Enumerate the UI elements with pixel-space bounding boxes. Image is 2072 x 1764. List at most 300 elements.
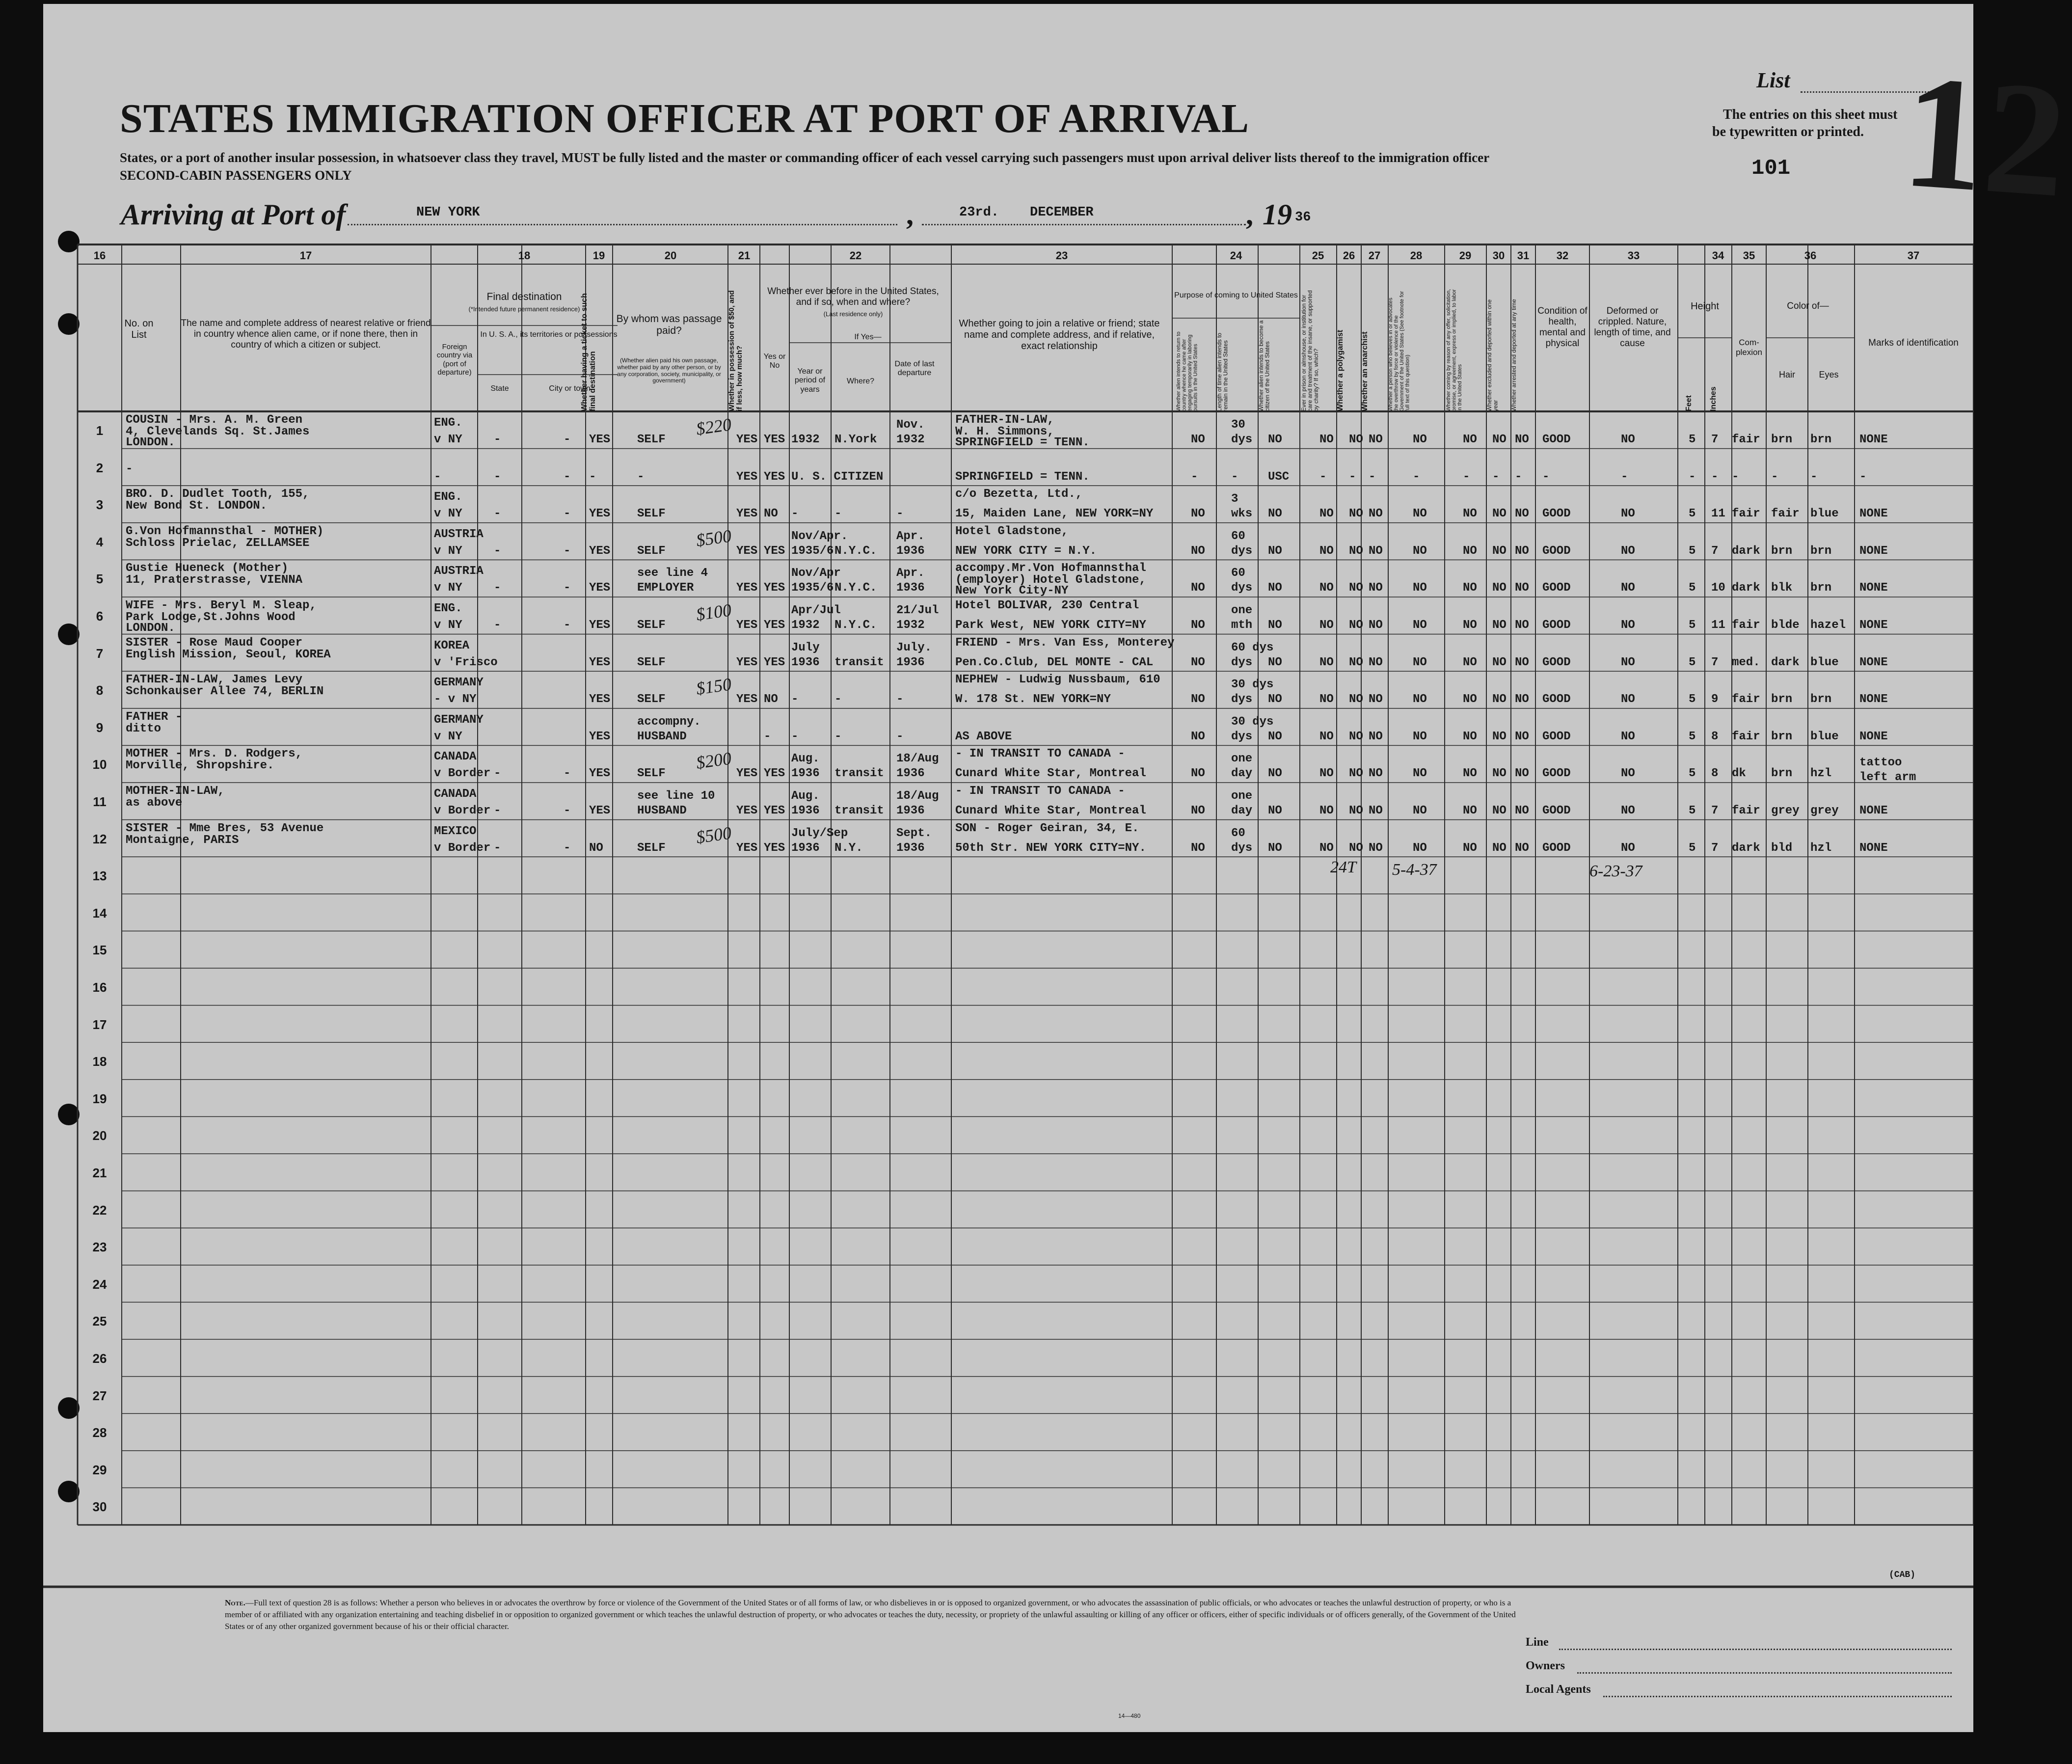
departure-year: 1936 bbox=[896, 655, 925, 669]
year-period: 1936 bbox=[791, 767, 820, 781]
year-period: July bbox=[791, 641, 820, 654]
anarchist-value: - bbox=[1369, 470, 1376, 484]
height-inches: 7 bbox=[1711, 655, 1719, 669]
column-number: 37 bbox=[1907, 249, 1920, 262]
header-purpose-return: Whether alien intends to return to country whence he came after engaging temporarily in laboring pursuits in the United States bbox=[1176, 331, 1199, 411]
destination-city: - bbox=[564, 433, 571, 446]
purpose-length: 60 bbox=[1231, 826, 1245, 840]
destination-city: - bbox=[564, 544, 571, 558]
column-number: 19 bbox=[592, 249, 605, 262]
complexion-value: dark bbox=[1732, 841, 1760, 855]
header-joining: Whether going to join a relative or friend; state name and complete address, and if relative, exact relationship bbox=[959, 318, 1160, 352]
column-number: 18 bbox=[518, 249, 531, 262]
year-period: Aug. bbox=[791, 789, 820, 803]
row-number: 24 bbox=[92, 1276, 107, 1292]
foreign-country: ENG. bbox=[434, 416, 462, 430]
list-label: List bbox=[1756, 68, 1790, 92]
passage-paid-by: accompny. bbox=[637, 715, 701, 729]
purpose-citizen: NO bbox=[1268, 507, 1282, 521]
relative-address: Montaigne, PARIS bbox=[126, 833, 239, 847]
header-passage-paid: By whom was passage paid? bbox=[616, 313, 722, 337]
row-number: 26 bbox=[92, 1351, 107, 1366]
row-number: 2 bbox=[96, 460, 104, 475]
purpose-length-unit: dys bbox=[1231, 730, 1253, 743]
passage-paid-by-2: HUSBAND bbox=[637, 804, 687, 817]
line-label: Line bbox=[1526, 1636, 1549, 1649]
column-number: 23 bbox=[1055, 249, 1068, 262]
height-inches: 7 bbox=[1711, 804, 1719, 817]
q30-value: NO bbox=[1492, 767, 1507, 781]
passage-paid-by: SELF bbox=[637, 544, 666, 558]
prison-value: NO bbox=[1319, 619, 1334, 632]
departure-date: 18/Aug bbox=[896, 752, 939, 766]
relative-name: MOTHER-IN-LAW, bbox=[126, 785, 225, 798]
money-yes-no: YES bbox=[736, 693, 758, 706]
port-of-departure: v NY bbox=[434, 730, 462, 743]
year-period: 1936 bbox=[791, 655, 820, 669]
prison-value: NO bbox=[1319, 767, 1334, 781]
relative-address: Schloss Prielac, ZELLAMSEE bbox=[126, 536, 310, 550]
row-number: 9 bbox=[96, 720, 104, 735]
purpose-return: NO bbox=[1191, 619, 1205, 632]
q30-value: NO bbox=[1492, 544, 1507, 558]
height-inches: 7 bbox=[1711, 544, 1719, 558]
purpose-length: 60 bbox=[1231, 567, 1245, 580]
purpose-return: NO bbox=[1191, 655, 1205, 669]
prison-value: NO bbox=[1319, 655, 1334, 669]
purpose-length-unit: dys bbox=[1231, 433, 1253, 446]
column-number: 21 bbox=[738, 249, 751, 262]
height-inches: 8 bbox=[1711, 730, 1719, 743]
joining-relative: - IN TRANSIT TO CANADA - bbox=[955, 785, 1125, 798]
relative-address: - bbox=[126, 462, 133, 476]
where-value: N.Y. bbox=[834, 841, 863, 855]
joining-address: 15, Maiden Lane, NEW YORK=NY bbox=[955, 507, 1154, 521]
money-yes-no: YES bbox=[736, 507, 758, 521]
column-number: 26 bbox=[1343, 249, 1355, 262]
purpose-length: 30 dys bbox=[1231, 715, 1274, 729]
hair-value: brn bbox=[1771, 693, 1793, 706]
relative-address: 11, Praterstrasse, VIENNA bbox=[126, 573, 303, 587]
height-feet: 5 bbox=[1689, 730, 1696, 743]
height-feet: 5 bbox=[1689, 693, 1696, 706]
ticket-value: YES bbox=[589, 693, 611, 706]
departure-year: 1936 bbox=[896, 581, 925, 595]
column-number: 31 bbox=[1517, 249, 1530, 262]
purpose-citizen: NO bbox=[1268, 804, 1282, 817]
destination-state: - bbox=[494, 767, 501, 781]
polygamist-value: NO bbox=[1349, 619, 1363, 632]
foreign-country: ENG. bbox=[434, 490, 462, 504]
purpose-length: 60 bbox=[1231, 529, 1245, 543]
joining-address: NEW YORK CITY = N.Y. bbox=[955, 544, 1097, 558]
q29-value: NO bbox=[1463, 507, 1477, 521]
anarchist-value: NO bbox=[1369, 804, 1383, 817]
header-hair: Hair bbox=[1778, 370, 1795, 380]
instruction-text: States, or a port of another insular possession, in whatsoever class they travel, MUST be fully listed and the master or commanding officer of each vessel carrying such passengers must upon arrival deliver lists thereof to the immigration officer bbox=[120, 150, 1490, 165]
port-of-departure: v Border bbox=[434, 767, 491, 781]
money-value: $150 bbox=[695, 674, 733, 699]
header-final-destination: Final destination bbox=[486, 291, 562, 302]
joining-address: W. H. Simmons, bbox=[955, 425, 1054, 438]
port-of-departure: v NY bbox=[434, 433, 462, 446]
money-yes-no: YES bbox=[736, 655, 758, 669]
eyes-value: - bbox=[1810, 470, 1818, 484]
destination-city: - bbox=[564, 619, 571, 632]
relative-name: Gustie Hueneck (Mother) bbox=[126, 562, 289, 575]
port-of-departure: v Border bbox=[434, 804, 491, 817]
complexion-value: med. bbox=[1732, 655, 1760, 669]
money-yes-no: YES bbox=[736, 433, 758, 446]
relative-name: G.Von Hofmannsthal - MOTHER) bbox=[126, 524, 324, 538]
marks-value: NONE bbox=[1859, 841, 1888, 855]
q31-value: NO bbox=[1515, 730, 1529, 743]
foreign-country: CANADA bbox=[434, 750, 477, 764]
height-inches: 7 bbox=[1711, 841, 1719, 855]
q29-value: NO bbox=[1463, 730, 1477, 743]
prison-value: NO bbox=[1319, 804, 1334, 817]
before-us-yes-no: YES bbox=[764, 841, 785, 855]
row-number: 17 bbox=[92, 1017, 107, 1032]
q29-value: NO bbox=[1463, 544, 1477, 558]
before-us-yes-no: YES bbox=[764, 470, 785, 484]
joining-address-2: SPRINGFIELD = TENN. bbox=[955, 436, 1090, 449]
row-number: 14 bbox=[92, 905, 107, 921]
row-number: 29 bbox=[92, 1462, 107, 1477]
purpose-citizen: NO bbox=[1268, 730, 1282, 743]
height-feet: 5 bbox=[1689, 544, 1696, 558]
prison-value: NO bbox=[1319, 433, 1334, 446]
eyes-value: hazel bbox=[1810, 619, 1846, 632]
joining-relative: Hotel BOLIVAR, 230 Central bbox=[955, 599, 1139, 612]
q30-value: NO bbox=[1492, 841, 1507, 855]
purpose-length: 60 dys bbox=[1231, 641, 1274, 654]
cab-mark: (CAB) bbox=[1889, 1570, 1916, 1580]
q30-value: NO bbox=[1492, 693, 1507, 706]
purpose-return: NO bbox=[1191, 804, 1205, 817]
purpose-citizen: NO bbox=[1268, 581, 1282, 595]
q29-value: NO bbox=[1463, 693, 1477, 706]
marks-value: NONE bbox=[1859, 619, 1888, 632]
header-yes-no: Yes or No bbox=[763, 353, 786, 370]
header-before-us-note: (Last residence only) bbox=[823, 310, 883, 318]
polygamist-value: NO bbox=[1349, 581, 1363, 595]
health-value: GOOD bbox=[1542, 581, 1571, 595]
passage-paid-by: SELF bbox=[637, 693, 666, 706]
hair-value: blk bbox=[1771, 581, 1793, 595]
health-value: - bbox=[1542, 470, 1550, 484]
q28-value: NO bbox=[1413, 544, 1427, 558]
line-field bbox=[1559, 1649, 1952, 1650]
anarchist-value: NO bbox=[1369, 767, 1383, 781]
polygamist-value: NO bbox=[1349, 693, 1363, 706]
where-value: transit bbox=[834, 767, 884, 781]
eyes-value: blue bbox=[1810, 730, 1839, 743]
hair-value: brn bbox=[1771, 767, 1793, 781]
row-number: 25 bbox=[92, 1314, 107, 1329]
height-feet: 5 bbox=[1689, 433, 1696, 446]
q29-value: NO bbox=[1463, 619, 1477, 632]
comma: , bbox=[1246, 198, 1253, 231]
purpose-length-unit: dys bbox=[1231, 693, 1253, 706]
joining-address: Cunard White Star, Montreal bbox=[955, 767, 1146, 781]
joining-relative: c/o Bezetta, Ltd., bbox=[955, 488, 1083, 501]
annotation-date: 6-23-37 bbox=[1589, 862, 1642, 880]
year-period: 1932 bbox=[791, 433, 820, 446]
footnote-text: —Full text of question 28 is as follows: Whether a person who believes in or advocates the overthrow by force or violence of the Government of the United States or of all forms of law, or who disbelieves in or is opposed to organized government, or who advocates the assassination of public officials, or who advocates or teaches the unlawful destruction of property, or who is a member of or affiliated with any organization entertaining and teaching disbelief in or opposition to organized government or which teaches the unlawful destruction of property, or who advocates or teaches the duty, necessity, or propriety of the unlawful assaulting or killing of any officer or officers, either of specific individuals or of officers generally, of the Government of the United States or of any other organized government because of his or their official character. bbox=[225, 1598, 1516, 1631]
polygamist-value: NO bbox=[1349, 433, 1363, 446]
before-us-yes-no: - bbox=[764, 730, 771, 743]
hair-value: dark bbox=[1771, 655, 1800, 669]
polygamist-value: NO bbox=[1349, 767, 1363, 781]
agents-field bbox=[1603, 1696, 1952, 1697]
row-number: 11 bbox=[93, 794, 107, 809]
joining-address: (employer) Hotel Gladstone, bbox=[955, 573, 1146, 587]
marks-value: NONE bbox=[1859, 730, 1888, 743]
destination-state: - bbox=[494, 619, 501, 632]
health-value: GOOD bbox=[1542, 544, 1571, 558]
money-value: $200 bbox=[695, 748, 733, 773]
q30-value: NO bbox=[1492, 581, 1507, 595]
header-purpose-length: Length of time alien intends to remain in the United States bbox=[1216, 332, 1229, 411]
q28-value: NO bbox=[1413, 841, 1427, 855]
column-number: 22 bbox=[849, 249, 862, 262]
prison-value: - bbox=[1319, 470, 1327, 484]
port-of-departure: v NY bbox=[434, 507, 462, 521]
year-period: July/Sep bbox=[791, 826, 848, 840]
joining-address: Park West, NEW YORK CITY=NY bbox=[955, 619, 1146, 632]
ticket-value: YES bbox=[589, 433, 611, 446]
polygamist-value: NO bbox=[1349, 544, 1363, 558]
health-value: GOOD bbox=[1542, 841, 1571, 855]
marks-value: NONE bbox=[1859, 804, 1888, 817]
health-value: GOOD bbox=[1542, 693, 1571, 706]
q30-value: NO bbox=[1492, 730, 1507, 743]
deformed-value: NO bbox=[1621, 433, 1635, 446]
before-us-yes-no: YES bbox=[764, 655, 785, 669]
height-inches: 7 bbox=[1711, 433, 1719, 446]
q31-value: NO bbox=[1515, 433, 1529, 446]
departure-date: July. bbox=[896, 641, 932, 654]
hair-value: blde bbox=[1771, 619, 1800, 632]
eyes-value: brn bbox=[1810, 544, 1832, 558]
q29-value: NO bbox=[1463, 804, 1477, 817]
relative-address: as above bbox=[126, 796, 183, 810]
header-fifty: Whether in possession of $50, and if less, how much? bbox=[727, 290, 744, 411]
hair-value: - bbox=[1771, 470, 1778, 484]
relative-address: Schonkauser Allee 74, BERLIN bbox=[126, 685, 324, 699]
money-yes-no: YES bbox=[736, 581, 758, 595]
departure-year: 1936 bbox=[896, 767, 925, 781]
relative-address: 4, Clevelands Sq. St.James bbox=[126, 425, 310, 438]
row-number: 22 bbox=[92, 1202, 107, 1218]
port-of-departure: v 'Frisco bbox=[434, 655, 498, 669]
destination-city: - bbox=[564, 470, 571, 484]
header-ticket: Whether having a ticket to such final destination bbox=[580, 293, 597, 411]
anarchist-value: NO bbox=[1369, 544, 1383, 558]
money-yes-no: YES bbox=[736, 841, 758, 855]
where-value: transit bbox=[834, 655, 884, 669]
passage-paid-by: - bbox=[637, 470, 645, 484]
relative-name: WIFE - Mrs. Beryl M. Sleap, bbox=[126, 599, 317, 612]
q31-value: NO bbox=[1515, 804, 1529, 817]
header-state: State bbox=[490, 384, 509, 393]
table-grid bbox=[43, 4, 1973, 1732]
list-note: The entries on this sheet must bbox=[1723, 107, 1898, 122]
deformed-value: NO bbox=[1621, 544, 1635, 558]
foreign-country: ENG. bbox=[434, 602, 462, 615]
eyes-value: blue bbox=[1810, 655, 1839, 669]
q30-value: NO bbox=[1492, 507, 1507, 521]
q29-value: NO bbox=[1463, 841, 1477, 855]
foreign-country: GERMANY bbox=[434, 676, 484, 690]
year-suffix: 36 bbox=[1295, 210, 1311, 225]
row-number: 19 bbox=[92, 1091, 107, 1106]
hair-value: grey bbox=[1771, 804, 1800, 817]
polygamist-value: NO bbox=[1349, 655, 1363, 669]
joining-relative: SON - Roger Geiran, 34, E. bbox=[955, 821, 1139, 835]
joining-relative: FATHER-IN-LAW, bbox=[955, 413, 1054, 427]
purpose-length-unit: day bbox=[1231, 767, 1253, 781]
departure-year: 1932 bbox=[896, 433, 925, 446]
header-q28: Whether a person who believes in or advocates the overthrow by force or violence of the Government of the United States (See footnote for full text of this question) bbox=[1388, 291, 1411, 411]
relative-name: FATHER-IN-LAW, James Levy bbox=[126, 673, 303, 687]
destination-state: - bbox=[494, 804, 501, 817]
q29-value: NO bbox=[1463, 433, 1477, 446]
row-number: 10 bbox=[92, 757, 107, 772]
deformed-value: NO bbox=[1621, 804, 1635, 817]
height-feet: 5 bbox=[1689, 767, 1696, 781]
purpose-return: - bbox=[1191, 470, 1198, 484]
annotation-date: 5-4-37 bbox=[1392, 861, 1437, 879]
relative-city: LONDON. bbox=[126, 622, 175, 635]
before-us-yes-no: YES bbox=[764, 581, 785, 595]
relative-name: SISTER - Mme Bres, 53 Avenue bbox=[126, 821, 324, 835]
complexion-value: fair bbox=[1732, 804, 1760, 817]
anarchist-value: NO bbox=[1369, 433, 1383, 446]
purpose-length-unit: - bbox=[1231, 470, 1238, 484]
q28-value: NO bbox=[1413, 767, 1427, 781]
purpose-length: 3 bbox=[1231, 492, 1238, 506]
purpose-citizen: NO bbox=[1268, 544, 1282, 558]
passage-paid-by-2: EMPLOYER bbox=[637, 581, 694, 595]
row-number: 28 bbox=[92, 1425, 107, 1440]
height-inches: 10 bbox=[1711, 581, 1725, 595]
relative-name: FATHER - bbox=[126, 710, 183, 724]
relative-name: BRO. D. Dudlet Tooth, 155, bbox=[126, 488, 310, 501]
marks-value: tattoo bbox=[1859, 756, 1902, 770]
header-city: City or town bbox=[549, 384, 591, 393]
passage-paid-by: SELF bbox=[637, 655, 666, 669]
port-of-departure: v Border bbox=[434, 841, 491, 855]
marks-value: NONE bbox=[1859, 544, 1888, 558]
purpose-length-unit: wks bbox=[1231, 507, 1253, 521]
departure-date: Sept. bbox=[896, 826, 932, 840]
height-feet: 5 bbox=[1689, 655, 1696, 669]
eyes-value: hzl bbox=[1810, 767, 1832, 781]
purpose-citizen: USC bbox=[1268, 470, 1290, 484]
height-feet: - bbox=[1689, 470, 1696, 484]
year-period: - bbox=[791, 507, 799, 521]
destination-city: - bbox=[564, 767, 571, 781]
eyes-value: blue bbox=[1810, 507, 1839, 521]
port-of-departure: v NY bbox=[434, 544, 462, 558]
row-number: 5 bbox=[96, 571, 104, 587]
q29-value: NO bbox=[1463, 767, 1477, 781]
header-if-yes: If Yes— bbox=[854, 333, 882, 341]
height-feet: 5 bbox=[1689, 841, 1696, 855]
passage-paid-by: SELF bbox=[637, 619, 666, 632]
foreign-country: GERMANY bbox=[434, 713, 484, 727]
destination-state: - bbox=[494, 433, 501, 446]
departure-date: 18/Aug bbox=[896, 789, 939, 803]
month-value: DECEMBER bbox=[1030, 205, 1094, 220]
header-foreign-country: Foreign country via (port of departure) bbox=[436, 343, 473, 377]
q31-value: NO bbox=[1515, 507, 1529, 521]
money-yes-no: YES bbox=[736, 619, 758, 632]
anarchist-value: NO bbox=[1369, 841, 1383, 855]
departure-date: Apr. bbox=[896, 529, 925, 543]
day-value: 23rd. bbox=[959, 205, 999, 220]
eyes-value: brn bbox=[1810, 581, 1832, 595]
height-feet: 5 bbox=[1689, 507, 1696, 521]
q31-value: NO bbox=[1515, 693, 1529, 706]
q28-value: NO bbox=[1413, 619, 1427, 632]
q31-value: NO bbox=[1515, 544, 1529, 558]
joining-address: Cunard White Star, Montreal bbox=[955, 804, 1146, 817]
purpose-length: one bbox=[1231, 752, 1253, 766]
column-number: 16 bbox=[93, 249, 106, 262]
purpose-length-unit: dys bbox=[1231, 841, 1253, 855]
purpose-length: one bbox=[1231, 604, 1253, 617]
height-inches: 11 bbox=[1711, 507, 1725, 521]
where-value: N.Y.C. bbox=[834, 619, 877, 632]
passage-paid-by: SELF bbox=[637, 767, 666, 781]
port-of-departure: v NY bbox=[434, 581, 462, 595]
purpose-return: NO bbox=[1191, 544, 1205, 558]
departure-date: Apr. bbox=[896, 567, 925, 580]
where-value: N.York bbox=[834, 433, 877, 446]
prison-value: NO bbox=[1319, 841, 1334, 855]
column-number: 28 bbox=[1410, 249, 1423, 262]
health-value: GOOD bbox=[1542, 804, 1571, 817]
purpose-length: 30 dys bbox=[1231, 678, 1274, 692]
health-value: GOOD bbox=[1542, 619, 1571, 632]
money-value: $100 bbox=[695, 600, 733, 624]
q31-value: NO bbox=[1515, 581, 1529, 595]
complexion-value: fair bbox=[1732, 433, 1760, 446]
purpose-length: 30 bbox=[1231, 418, 1245, 432]
eyes-value: hzl bbox=[1810, 841, 1832, 855]
row-number: 13 bbox=[92, 868, 107, 884]
header-anarchist: Whether an anarchist bbox=[1361, 331, 1369, 411]
prison-value: NO bbox=[1319, 544, 1334, 558]
header-color-of: Color of— bbox=[1787, 301, 1829, 311]
purpose-length-unit: dys bbox=[1231, 581, 1253, 595]
header-date-departure: Date of last departure bbox=[894, 360, 935, 378]
health-value: GOOD bbox=[1542, 655, 1571, 669]
foreign-country: AUSTRIA bbox=[434, 527, 484, 541]
joining-address: SPRINGFIELD = TENN. bbox=[955, 470, 1090, 484]
passage-paid-by-2: HUSBAND bbox=[637, 730, 687, 743]
deformed-value: NO bbox=[1621, 841, 1635, 855]
header-feet: Feet bbox=[1685, 395, 1693, 411]
where-value: N.Y.C. bbox=[834, 544, 877, 558]
joining-relative: NEPHEW - Ludwig Nussbaum, 610 bbox=[955, 673, 1160, 687]
before-us-yes-no: NO bbox=[764, 507, 778, 521]
ticket-value: YES bbox=[589, 544, 611, 558]
deformed-value: NO bbox=[1621, 767, 1635, 781]
